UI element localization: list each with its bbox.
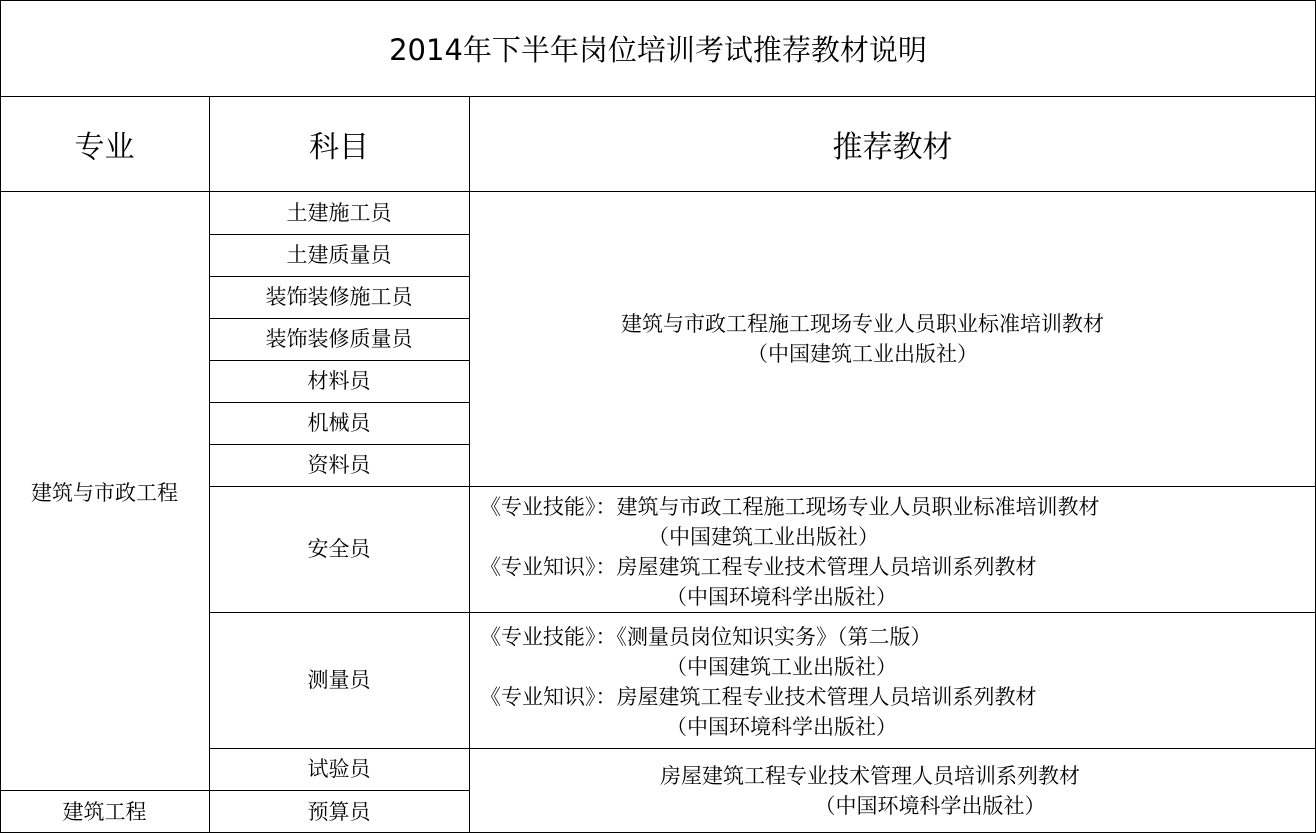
textbook-title: 房屋建筑工程专业技术管理人员培训系列教材 [660, 764, 1080, 788]
textbook-publisher: （中国建筑工业出版社） [747, 342, 978, 366]
textbook-line: 《专业知识》：房屋建筑工程专业技术管理人员培训系列教材 [480, 685, 1037, 709]
textbook-line: （中国环境科学出版社） [666, 715, 897, 739]
textbook-line: （中国建筑工业出版社） [666, 655, 897, 679]
textbook-group-construction [470, 192, 1255, 486]
textbook-survey [480, 622, 1037, 742]
textbook-line: 《专业技能》：《测量员岗位知识实务》（第二版） [480, 625, 932, 649]
subject-cell: 试验员 [307, 757, 371, 781]
subject-cell: 装饰装修质量员 [265, 327, 413, 351]
header-textbook: 推荐教材 [832, 129, 953, 165]
major-building: 建筑工程 [62, 799, 147, 824]
subject-cell: 材料员 [307, 369, 371, 393]
textbook-line: 《专业知识》：房屋建筑工程专业技术管理人员培训系列教材 [480, 555, 1037, 579]
textbook-line: （中国建筑工业出版社） [648, 525, 879, 549]
textbook-group-building [470, 749, 1270, 833]
subject-cell: 测量员 [307, 668, 371, 692]
subject-cell: 安全员 [307, 537, 371, 561]
major-municipal: 建筑与市政工程 [31, 481, 178, 505]
subject-cell: 预算员 [307, 799, 371, 824]
textbook-publisher: （中国环境科学出版社） [814, 794, 1046, 818]
subject-cell: 土建施工员 [286, 201, 392, 225]
header-major: 专业 [74, 129, 135, 165]
subject-cell: 装饰装修施工员 [265, 285, 413, 309]
subject-cell: 土建质量员 [286, 243, 392, 267]
textbook-safety [480, 492, 1100, 612]
textbook-line: （中国环境科学出版社） [666, 585, 897, 609]
textbook-title: 建筑与市政工程施工现场专业人员职业标准培训教材 [621, 312, 1104, 336]
header-subject: 科目 [309, 129, 369, 165]
page-title: 2014年下半年岗位培训考试推荐教材说明 [389, 32, 927, 67]
textbook-line: 《专业技能》：建筑与市政工程施工现场专业人员职业标准培训教材 [480, 495, 1100, 519]
subject-cell: 资料员 [307, 453, 371, 477]
subject-cell: 机械员 [307, 411, 371, 435]
